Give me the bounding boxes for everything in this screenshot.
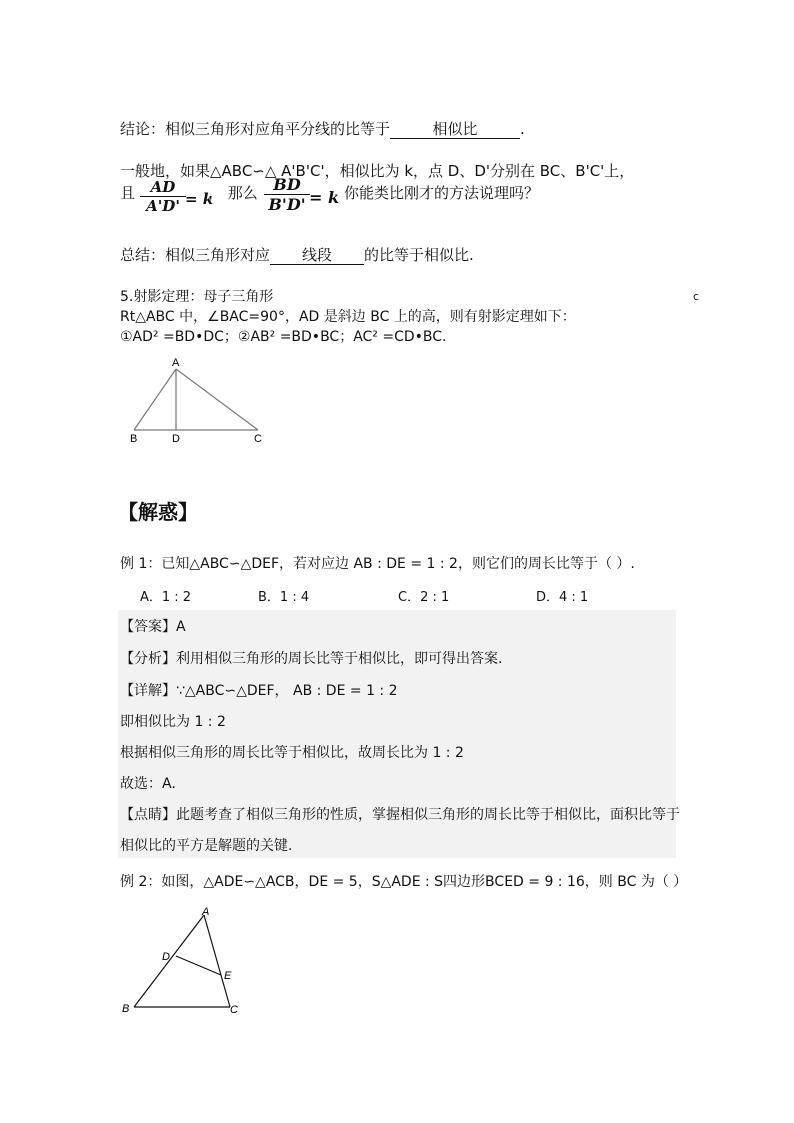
eq-k1: = k bbox=[185, 190, 214, 208]
summary-answer: 线段 bbox=[270, 247, 364, 265]
label-c: C bbox=[230, 1004, 238, 1016]
general-qie: 且 bbox=[120, 184, 136, 202]
analysis-line: 【分析】利用相似三角形的周长比等于相似比，即可得出答案. bbox=[120, 651, 503, 667]
eq-k2: = k bbox=[309, 188, 340, 207]
side-ab bbox=[134, 369, 176, 430]
section5-line2: ①AD² =BD•DC；②AB² =BD•BC；AC² =CD•BC. bbox=[120, 329, 447, 345]
option-c: C．2 : 1 bbox=[398, 590, 450, 605]
fraction-ad bbox=[140, 178, 186, 215]
comment-line1: 【点睛】此题考查了相似三角形的性质，掌握相似三角形的周长比等于相似比，面积比等于 bbox=[120, 807, 680, 823]
conclusion-prefix: 结论：相似三角形对应角平分线的比等于 bbox=[120, 120, 391, 138]
section5-line1: Rt△ABC 中，∠BAC=90°，AD 是斜边 BC 上的高，则有射影定理如下： bbox=[120, 309, 576, 325]
example2-question: 例 2：如图，△ADE∽△ACB，DE = 5，S△ADE : S四边形BCED = 9 : 16，则 BC 为（ ） bbox=[120, 874, 688, 890]
general-then: ， 那么 bbox=[208, 184, 258, 202]
fraction-bd-numerator: BD bbox=[264, 175, 310, 195]
option-b: B．1 : 4 bbox=[258, 590, 310, 605]
section5-title: 5.射影定理：母子三角形 bbox=[120, 289, 274, 305]
general-question: 你能类比刚才的方法说理吗？ bbox=[344, 184, 540, 202]
summary-suffix: 的比等于相似比. bbox=[364, 246, 474, 264]
label-b: B bbox=[122, 1003, 130, 1015]
step-ratio: 即相似比为 1 : 2 bbox=[120, 714, 226, 730]
comment-line2: 相似比的平方是解题的关键. bbox=[120, 838, 293, 854]
choice-line: 故选：A. bbox=[120, 776, 176, 792]
fraction-bd bbox=[264, 175, 310, 214]
section-heading: 【解惑】 bbox=[118, 500, 198, 524]
fraction-ad-denominator: A'D' bbox=[146, 197, 180, 215]
option-d: D．4 : 1 bbox=[536, 590, 589, 605]
option-a: A．1 : 2 bbox=[140, 590, 192, 605]
example1-question: 例 1：已知△ABC∽△DEF，若对应边 AB : DE = 1 : 2，则它们的周长比等于（ ）. bbox=[120, 556, 635, 572]
label-e: E bbox=[224, 970, 232, 982]
label-d: D bbox=[162, 951, 170, 963]
label-d: D bbox=[172, 433, 180, 445]
conclusion-line bbox=[120, 118, 525, 139]
label-b: B bbox=[130, 433, 138, 445]
summary-line bbox=[120, 244, 474, 265]
fraction-ad-numerator: AD bbox=[140, 178, 186, 197]
side-ac bbox=[176, 369, 258, 430]
triangle-ade-figure bbox=[118, 905, 248, 1020]
detail-line: 【详解】∵△ABC∽△DEF， AB : DE = 1 : 2 bbox=[120, 683, 398, 699]
label-a: A bbox=[202, 906, 210, 918]
step-perimeter: 根据相似三角形的周长比等于相似比，故周长比为 1 : 2 bbox=[120, 745, 464, 761]
answer-line: 【答案】A bbox=[120, 619, 186, 635]
stray-mark: c bbox=[693, 290, 700, 303]
fraction-bd-denominator: B'D' bbox=[268, 195, 306, 214]
right-triangle-figure bbox=[120, 355, 280, 450]
summary-prefix: 总结：相似三角形对应 bbox=[120, 246, 271, 264]
general-line1: 一般地，如果△ABC∽△ A'B'C'，相似比为 k，点 D、D'分别在 BC、B'C'上， bbox=[120, 162, 635, 180]
conclusion-answer: 相似比 bbox=[390, 121, 520, 139]
label-a: A bbox=[172, 357, 180, 369]
side-ac bbox=[204, 915, 230, 1007]
segment-de bbox=[176, 956, 221, 975]
conclusion-suffix: . bbox=[520, 120, 525, 138]
label-c: C bbox=[254, 433, 262, 445]
